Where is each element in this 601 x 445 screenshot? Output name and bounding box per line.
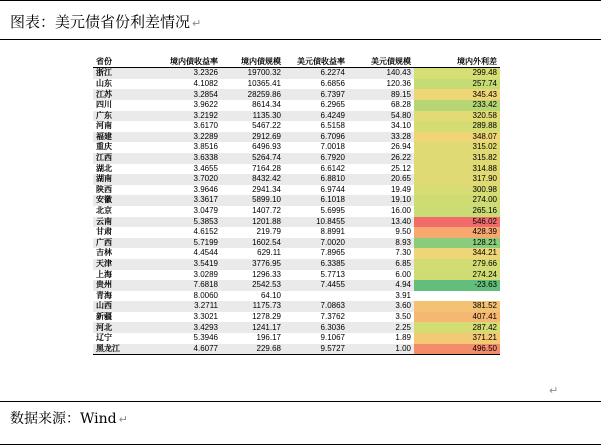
cell-usd-size: 6.85: [348, 259, 414, 270]
cell-onshore-size: 2941.34: [221, 185, 284, 196]
cell-spread: 348.07: [414, 132, 500, 143]
cell-usd-size: 1.00: [348, 344, 414, 355]
header-usd-size: 美元债规模: [348, 57, 414, 68]
paragraph-mark-icon: ↵: [192, 17, 202, 30]
header-usd-yield: 美元债收益率: [284, 57, 348, 68]
cell-spread: 128.21: [414, 238, 500, 249]
cell-province: 黑龙江: [93, 344, 159, 355]
cell-province: 江苏: [93, 89, 159, 100]
cell-province: 湖北: [93, 164, 159, 175]
cell-usd-size: 8.93: [348, 238, 414, 249]
cell-usd-size: 13.40: [348, 217, 414, 228]
cell-province: 安徽: [93, 195, 159, 206]
table-row: [93, 206, 500, 217]
table-row: [93, 174, 500, 185]
cell-province: 重庆: [93, 142, 159, 153]
cell-onshore-size: 7164.28: [221, 164, 284, 175]
cell-spread: 381.52: [414, 301, 500, 312]
table-row: [93, 312, 500, 323]
cell-usd-yield: 7.0018: [284, 142, 348, 153]
cell-province: 广西: [93, 238, 159, 249]
cell-onshore-size: 229.68: [221, 344, 284, 355]
cell-onshore-size: 1241.17: [221, 322, 284, 333]
table-row: [93, 164, 500, 175]
cell-province: 贵州: [93, 280, 159, 291]
cell-usd-yield: 7.8965: [284, 248, 348, 259]
cell-usd-yield: 9.1067: [284, 333, 348, 344]
cell-province: 广东: [93, 111, 159, 122]
cell-onshore-yield: 3.2289: [159, 132, 221, 143]
table-row: [93, 111, 500, 122]
table-row: [93, 344, 500, 355]
cell-usd-yield: 6.3036: [284, 322, 348, 333]
cell-spread: 345.43: [414, 89, 500, 100]
table-row: [93, 185, 500, 196]
cell-province: 湖南: [93, 174, 159, 185]
cell-onshore-yield: 3.4293: [159, 322, 221, 333]
cell-onshore-yield: 4.1082: [159, 79, 221, 90]
cell-usd-yield: 5.7713: [284, 270, 348, 281]
cell-onshore-yield: 5.3946: [159, 333, 221, 344]
table-row: [93, 68, 500, 79]
cell-province: 吉林: [93, 248, 159, 259]
cell-usd-yield: 7.0863: [284, 301, 348, 312]
cell-onshore-size: 2912.69: [221, 132, 284, 143]
cell-usd-size: 20.65: [348, 174, 414, 185]
cell-usd-yield: [284, 291, 348, 302]
cell-usd-yield: 6.3385: [284, 259, 348, 270]
cell-usd-size: 140.43: [348, 68, 414, 79]
cell-province: 河北: [93, 322, 159, 333]
cell-spread: 300.98: [414, 185, 500, 196]
cell-usd-yield: 6.2274: [284, 68, 348, 79]
table-row: [93, 248, 500, 259]
cell-spread: 344.21: [414, 248, 500, 259]
cell-onshore-yield: 3.9646: [159, 185, 221, 196]
cell-usd-size: 2.25: [348, 322, 414, 333]
cell-province: 福建: [93, 132, 159, 143]
cell-spread: 274.24: [414, 270, 500, 281]
cell-spread: 289.88: [414, 121, 500, 132]
cell-spread: 320.58: [414, 111, 500, 122]
table-row: [93, 89, 500, 100]
cell-onshore-yield: 3.9622: [159, 100, 221, 111]
cell-spread: 315.82: [414, 153, 500, 164]
cell-usd-size: 3.60: [348, 301, 414, 312]
cell-spread: 315.02: [414, 142, 500, 153]
cell-usd-yield: 6.7920: [284, 153, 348, 164]
spread-table: [93, 57, 500, 355]
cell-province: 四川: [93, 100, 159, 111]
cell-onshore-size: 10365.41: [221, 79, 284, 90]
cell-usd-size: 16.00: [348, 206, 414, 217]
cell-usd-size: 26.22: [348, 153, 414, 164]
cell-onshore-size: 629.11: [221, 248, 284, 259]
cell-spread: 257.74: [414, 79, 500, 90]
cell-spread: 233.42: [414, 100, 500, 111]
cell-onshore-yield: 4.6152: [159, 227, 221, 238]
table-row: [93, 259, 500, 270]
cell-onshore-size: 1602.54: [221, 238, 284, 249]
cell-onshore-size: 2542.53: [221, 280, 284, 291]
table-row: [93, 301, 500, 312]
cell-onshore-yield: 5.7199: [159, 238, 221, 249]
cell-province: 新疆: [93, 312, 159, 323]
title-divider: [0, 39, 601, 40]
cell-usd-yield: 6.7397: [284, 89, 348, 100]
cell-province: 浙江: [93, 68, 159, 79]
cell-spread: 546.02: [414, 217, 500, 228]
cell-usd-size: 4.94: [348, 280, 414, 291]
table-row: [93, 322, 500, 333]
cell-usd-size: 3.50: [348, 312, 414, 323]
cell-onshore-size: 8614.34: [221, 100, 284, 111]
cell-onshore-yield: 3.6170: [159, 121, 221, 132]
cell-onshore-size: 1278.29: [221, 312, 284, 323]
cell-usd-size: 54.80: [348, 111, 414, 122]
source-divider: [0, 401, 601, 402]
table-header-row: [93, 57, 500, 68]
header-spread: 境内外利差: [414, 57, 500, 68]
cell-spread: 407.41: [414, 312, 500, 323]
cell-onshore-yield: 3.3021: [159, 312, 221, 323]
cell-spread: 265.16: [414, 206, 500, 217]
cell-onshore-yield: 4.6077: [159, 344, 221, 355]
cell-onshore-size: 28259.86: [221, 89, 284, 100]
cell-onshore-size: 5899.10: [221, 195, 284, 206]
cell-onshore-yield: 5.3853: [159, 217, 221, 228]
cell-onshore-yield: 3.8516: [159, 142, 221, 153]
cell-onshore-size: 3776.95: [221, 259, 284, 270]
table-row: [93, 270, 500, 281]
cell-spread: 314.88: [414, 164, 500, 175]
cell-province: 天津: [93, 259, 159, 270]
cell-province: 青海: [93, 291, 159, 302]
cell-onshore-size: 5264.74: [221, 153, 284, 164]
cell-onshore-yield: 8.0060: [159, 291, 221, 302]
cell-usd-yield: 6.6856: [284, 79, 348, 90]
cell-spread: 317.90: [414, 174, 500, 185]
cell-usd-yield: 6.5158: [284, 121, 348, 132]
cell-onshore-yield: 3.2326: [159, 68, 221, 79]
table-row: [93, 142, 500, 153]
cell-usd-size: 7.30: [348, 248, 414, 259]
cell-spread: 496.50: [414, 344, 500, 355]
cell-usd-size: 1.89: [348, 333, 414, 344]
cell-usd-size: 25.12: [348, 164, 414, 175]
cell-onshore-yield: 3.4655: [159, 164, 221, 175]
cell-onshore-size: 219.79: [221, 227, 284, 238]
cell-usd-yield: 7.0020: [284, 238, 348, 249]
cell-onshore-yield: 3.3617: [159, 195, 221, 206]
cell-onshore-size: 19700.32: [221, 68, 284, 79]
cell-onshore-yield: 3.0289: [159, 270, 221, 281]
header-province: 省份: [93, 57, 159, 68]
cell-spread: -23.63: [414, 280, 500, 291]
table-row: [93, 291, 500, 302]
table-row: [93, 195, 500, 206]
cell-province: 陕西: [93, 185, 159, 196]
cell-onshore-size: 1407.72: [221, 206, 284, 217]
cell-province: 江西: [93, 153, 159, 164]
cell-usd-yield: 6.4249: [284, 111, 348, 122]
cell-spread: 274.00: [414, 195, 500, 206]
cell-onshore-yield: 7.6818: [159, 280, 221, 291]
cell-usd-yield: 5.6995: [284, 206, 348, 217]
cell-onshore-yield: 3.0479: [159, 206, 221, 217]
cell-usd-yield: 9.5727: [284, 344, 348, 355]
cell-province: 云南: [93, 217, 159, 228]
cell-usd-size: 3.91: [348, 291, 414, 302]
cell-usd-yield: 7.3762: [284, 312, 348, 323]
cell-province: 北京: [93, 206, 159, 217]
cell-onshore-yield: 3.5419: [159, 259, 221, 270]
cell-usd-yield: 6.9744: [284, 185, 348, 196]
cell-spread: 279.66: [414, 259, 500, 270]
cell-onshore-size: 1175.73: [221, 301, 284, 312]
cell-onshore-yield: 3.2854: [159, 89, 221, 100]
cell-province: 山东: [93, 79, 159, 90]
cell-usd-size: 120.36: [348, 79, 414, 90]
cell-usd-yield: 6.7096: [284, 132, 348, 143]
cell-spread: 299.48: [414, 68, 500, 79]
cell-usd-yield: 6.6142: [284, 164, 348, 175]
cell-usd-size: 89.15: [348, 89, 414, 100]
cell-onshore-size: 1296.33: [221, 270, 284, 281]
cell-spread: [414, 291, 500, 302]
cell-onshore-yield: 3.2192: [159, 111, 221, 122]
table-row: [93, 238, 500, 249]
cell-usd-size: 9.50: [348, 227, 414, 238]
cell-onshore-yield: 3.7020: [159, 174, 221, 185]
cell-usd-size: 33.28: [348, 132, 414, 143]
cell-onshore-size: 196.17: [221, 333, 284, 344]
cell-province: 甘肃: [93, 227, 159, 238]
paragraph-mark-icon: ↵: [118, 413, 128, 426]
cell-onshore-size: 1201.88: [221, 217, 284, 228]
cell-usd-size: 19.10: [348, 195, 414, 206]
cell-usd-size: 34.10: [348, 121, 414, 132]
table-row: [93, 132, 500, 143]
cell-province: 河南: [93, 121, 159, 132]
cell-usd-size: 6.00: [348, 270, 414, 281]
cell-usd-size: 68.28: [348, 100, 414, 111]
cell-onshore-size: 6496.93: [221, 142, 284, 153]
table-row: [93, 217, 500, 228]
cell-onshore-size: 1135.30: [221, 111, 284, 122]
figure-title: 图表：美元债省份利差情况 ↵: [10, 13, 202, 31]
cell-usd-yield: 6.8810: [284, 174, 348, 185]
cell-usd-yield: 6.2965: [284, 100, 348, 111]
header-onshore-yield: 境内债收益率: [159, 57, 221, 68]
cell-onshore-size: 8432.42: [221, 174, 284, 185]
cell-onshore-yield: 3.2711: [159, 301, 221, 312]
cell-spread: 371.21: [414, 333, 500, 344]
data-source: 数据来源：Wind ↵: [10, 411, 128, 427]
cell-usd-yield: 8.8991: [284, 227, 348, 238]
table-row: [93, 227, 500, 238]
table-row: [93, 280, 500, 291]
header-onshore-size: 境内债规模: [221, 57, 284, 68]
table-row: [93, 153, 500, 164]
cell-usd-size: 26.94: [348, 142, 414, 153]
top-border: [0, 0, 601, 1]
cell-usd-size: 19.49: [348, 185, 414, 196]
cell-onshore-size: 64.10: [221, 291, 284, 302]
cell-onshore-size: 5467.22: [221, 121, 284, 132]
table-row: [93, 79, 500, 90]
cell-usd-yield: 6.1018: [284, 195, 348, 206]
cell-usd-yield: 7.4455: [284, 280, 348, 291]
table-row: [93, 333, 500, 344]
cell-onshore-yield: 4.4544: [159, 248, 221, 259]
paragraph-mark-icon: ↵: [549, 384, 559, 397]
cell-usd-yield: 10.8455: [284, 217, 348, 228]
table-row: [93, 121, 500, 132]
cell-province: 上海: [93, 270, 159, 281]
cell-spread: 428.39: [414, 227, 500, 238]
cell-spread: 287.42: [414, 322, 500, 333]
cell-province: 辽宁: [93, 333, 159, 344]
cell-province: 山西: [93, 301, 159, 312]
table-row: [93, 100, 500, 111]
cell-onshore-yield: 3.6338: [159, 153, 221, 164]
